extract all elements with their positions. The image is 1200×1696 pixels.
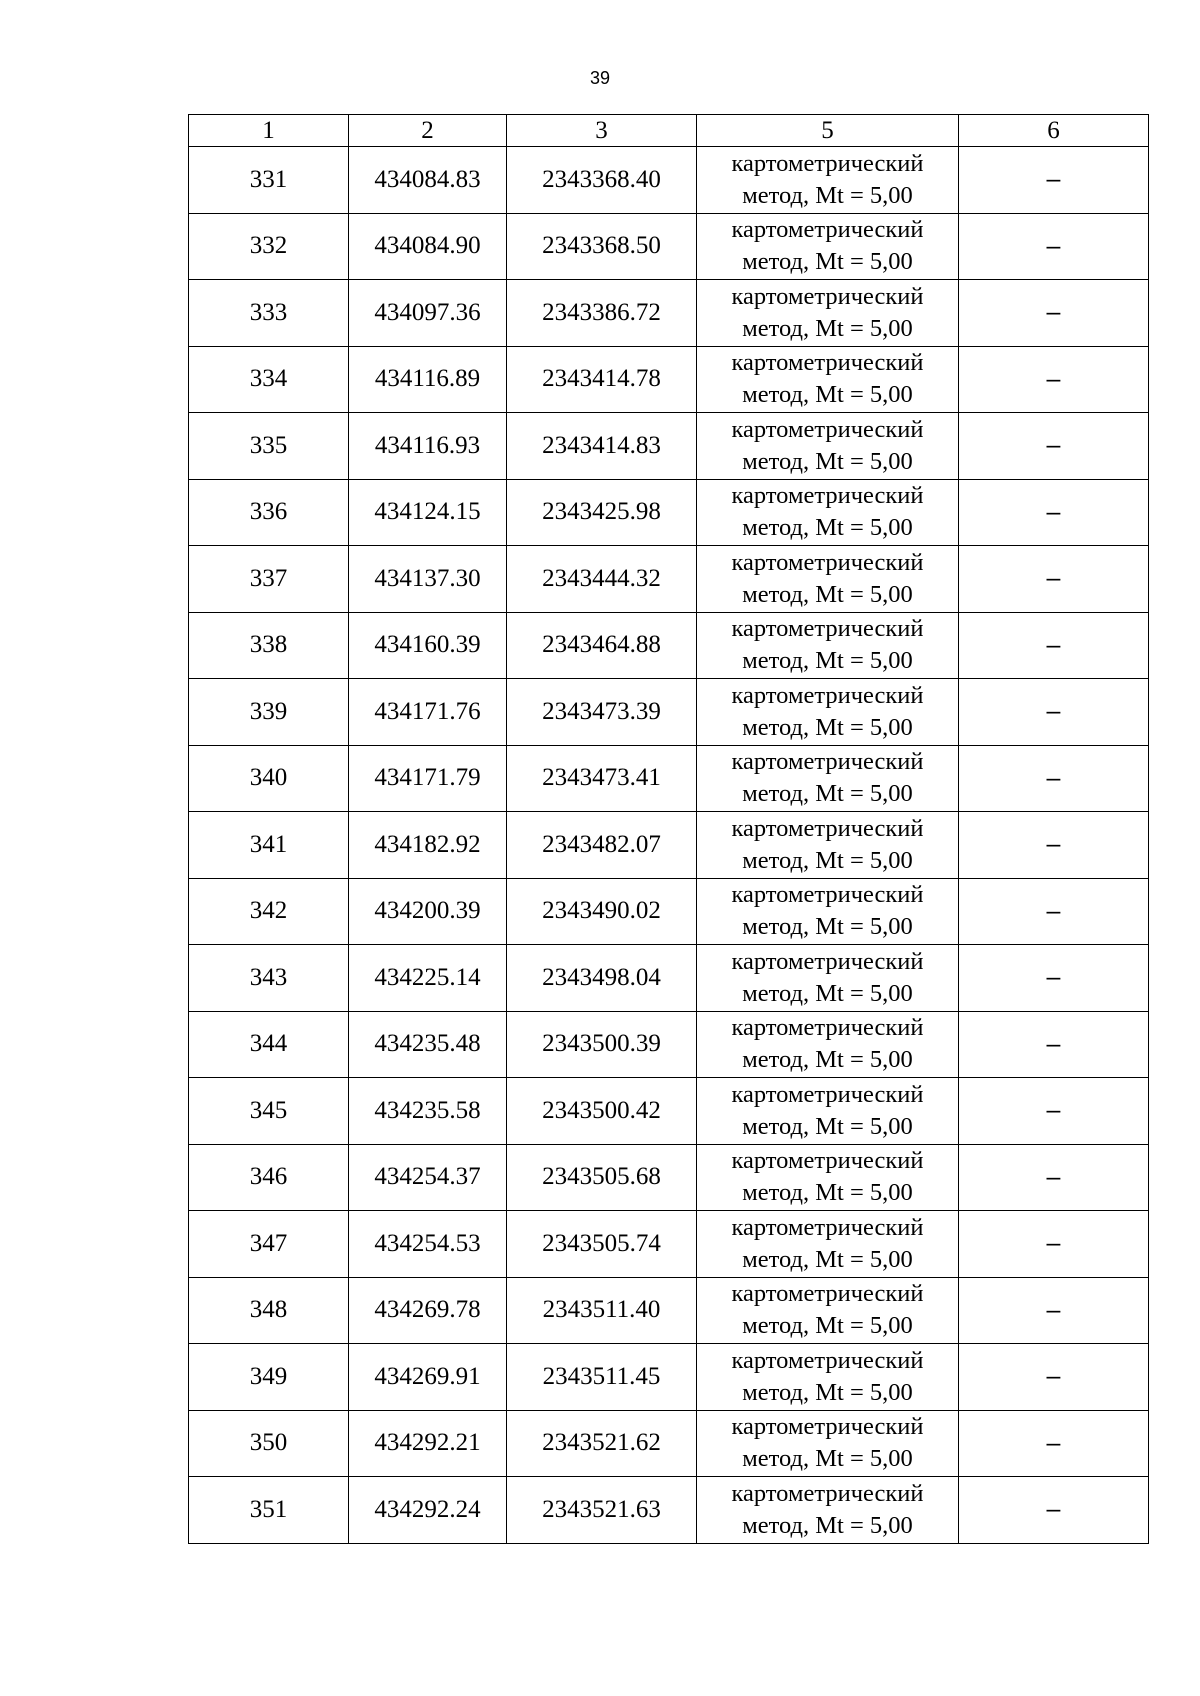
column-6-cell: – bbox=[959, 546, 1149, 613]
method-line-2: метод, Mt = 5,00 bbox=[742, 1378, 913, 1406]
column-6-cell: – bbox=[959, 1144, 1149, 1211]
method-cell bbox=[697, 878, 959, 945]
method-line-1: картометрический bbox=[731, 1213, 924, 1241]
column-6-cell: – bbox=[959, 1410, 1149, 1477]
column-6-cell: – bbox=[959, 1277, 1149, 1344]
table-row bbox=[189, 1211, 1149, 1278]
method-line-2: метод, Mt = 5,00 bbox=[742, 1046, 913, 1074]
column-6-cell: – bbox=[959, 812, 1149, 879]
table-row bbox=[189, 745, 1149, 812]
table-row bbox=[189, 479, 1149, 546]
method-cell bbox=[697, 1144, 959, 1211]
table-row bbox=[189, 1011, 1149, 1078]
table-row bbox=[189, 679, 1149, 746]
method-line-2: метод, Mt = 5,00 bbox=[742, 1112, 913, 1140]
method-cell bbox=[697, 1410, 959, 1477]
y-coordinate-cell: 2343425.98 bbox=[507, 479, 697, 546]
method-line-2: метод, Mt = 5,00 bbox=[742, 181, 913, 209]
y-coordinate-cell: 2343414.83 bbox=[507, 413, 697, 480]
method-cell bbox=[697, 1344, 959, 1411]
x-coordinate-cell: 434292.21 bbox=[349, 1410, 507, 1477]
y-coordinate-cell: 2343498.04 bbox=[507, 945, 697, 1012]
y-coordinate-cell: 2343473.39 bbox=[507, 679, 697, 746]
method-line-2: метод, Mt = 5,00 bbox=[742, 713, 913, 741]
method-cell bbox=[697, 745, 959, 812]
table-row bbox=[189, 1477, 1149, 1544]
method-line-1: картометрический bbox=[731, 1080, 924, 1108]
x-coordinate-cell: 434116.89 bbox=[349, 346, 507, 413]
x-coordinate-cell: 434254.53 bbox=[349, 1211, 507, 1278]
column-6-cell: – bbox=[959, 745, 1149, 812]
table-header bbox=[189, 115, 1149, 147]
column-6-cell: – bbox=[959, 1078, 1149, 1145]
method-line-2: метод, Mt = 5,00 bbox=[742, 979, 913, 1007]
header-cell-2: 2 bbox=[349, 115, 507, 147]
method-line-1: картометрический bbox=[731, 1014, 924, 1042]
point-number-cell: 345 bbox=[189, 1078, 349, 1145]
y-coordinate-cell: 2343505.68 bbox=[507, 1144, 697, 1211]
x-coordinate-cell: 434182.92 bbox=[349, 812, 507, 879]
x-coordinate-cell: 434269.91 bbox=[349, 1344, 507, 1411]
method-line-1: картометрический bbox=[731, 482, 924, 510]
method-cell bbox=[697, 1011, 959, 1078]
y-coordinate-cell: 2343473.41 bbox=[507, 745, 697, 812]
column-6-cell: – bbox=[959, 612, 1149, 679]
table-row bbox=[189, 812, 1149, 879]
table-body bbox=[189, 147, 1149, 1544]
method-line-1: картометрический bbox=[731, 415, 924, 443]
y-coordinate-cell: 2343505.74 bbox=[507, 1211, 697, 1278]
y-coordinate-cell: 2343414.78 bbox=[507, 346, 697, 413]
table-row bbox=[189, 346, 1149, 413]
method-line-2: метод, Mt = 5,00 bbox=[742, 1245, 913, 1273]
point-number-cell: 347 bbox=[189, 1211, 349, 1278]
column-6-cell: – bbox=[959, 1477, 1149, 1544]
method-cell bbox=[697, 213, 959, 280]
method-line-2: метод, Mt = 5,00 bbox=[742, 1312, 913, 1340]
method-line-2: метод, Mt = 5,00 bbox=[742, 1179, 913, 1207]
y-coordinate-cell: 2343444.32 bbox=[507, 546, 697, 613]
method-line-2: метод, Mt = 5,00 bbox=[742, 1445, 913, 1473]
table-row bbox=[189, 147, 1149, 214]
point-number-cell: 344 bbox=[189, 1011, 349, 1078]
method-line-2: метод, Mt = 5,00 bbox=[742, 381, 913, 409]
table-row bbox=[189, 213, 1149, 280]
point-number-cell: 337 bbox=[189, 546, 349, 613]
method-line-2: метод, Mt = 5,00 bbox=[742, 846, 913, 874]
method-line-1: картометрический bbox=[731, 814, 924, 842]
method-line-1: картометрический bbox=[731, 947, 924, 975]
table-row bbox=[189, 546, 1149, 613]
x-coordinate-cell: 434225.14 bbox=[349, 945, 507, 1012]
x-coordinate-cell: 434235.48 bbox=[349, 1011, 507, 1078]
method-line-1: картометрический bbox=[731, 349, 924, 377]
y-coordinate-cell: 2343500.39 bbox=[507, 1011, 697, 1078]
y-coordinate-cell: 2343521.63 bbox=[507, 1477, 697, 1544]
point-number-cell: 342 bbox=[189, 878, 349, 945]
method-cell bbox=[697, 1078, 959, 1145]
method-line-1: картометрический bbox=[731, 216, 924, 244]
x-coordinate-cell: 434269.78 bbox=[349, 1277, 507, 1344]
method-cell bbox=[697, 1211, 959, 1278]
header-cell-6: 6 bbox=[959, 115, 1149, 147]
method-cell bbox=[697, 280, 959, 347]
point-number-cell: 348 bbox=[189, 1277, 349, 1344]
method-line-1: картометрический bbox=[731, 681, 924, 709]
x-coordinate-cell: 434200.39 bbox=[349, 878, 507, 945]
point-number-cell: 334 bbox=[189, 346, 349, 413]
column-6-cell: – bbox=[959, 413, 1149, 480]
y-coordinate-cell: 2343511.40 bbox=[507, 1277, 697, 1344]
x-coordinate-cell: 434171.79 bbox=[349, 745, 507, 812]
column-6-cell: – bbox=[959, 1011, 1149, 1078]
method-line-1: картометрический bbox=[731, 881, 924, 909]
method-cell bbox=[697, 1477, 959, 1544]
table-row bbox=[189, 1344, 1149, 1411]
y-coordinate-cell: 2343482.07 bbox=[507, 812, 697, 879]
y-coordinate-cell: 2343490.02 bbox=[507, 878, 697, 945]
x-coordinate-cell: 434235.58 bbox=[349, 1078, 507, 1145]
method-line-1: картометрический bbox=[731, 548, 924, 576]
method-line-2: метод, Mt = 5,00 bbox=[742, 314, 913, 342]
column-6-cell: – bbox=[959, 280, 1149, 347]
point-number-cell: 333 bbox=[189, 280, 349, 347]
point-number-cell: 346 bbox=[189, 1144, 349, 1211]
method-cell bbox=[697, 945, 959, 1012]
page-number: 39 bbox=[589, 68, 611, 88]
point-number-cell: 349 bbox=[189, 1344, 349, 1411]
table-row bbox=[189, 1078, 1149, 1145]
point-number-cell: 341 bbox=[189, 812, 349, 879]
table-row bbox=[189, 878, 1149, 945]
table-row bbox=[189, 1277, 1149, 1344]
point-number-cell: 343 bbox=[189, 945, 349, 1012]
y-coordinate-cell: 2343386.72 bbox=[507, 280, 697, 347]
method-cell bbox=[697, 812, 959, 879]
table-row bbox=[189, 1144, 1149, 1211]
method-line-1: картометрический bbox=[731, 149, 924, 177]
method-line-2: метод, Mt = 5,00 bbox=[742, 647, 913, 675]
point-number-cell: 335 bbox=[189, 413, 349, 480]
method-line-1: картометрический bbox=[731, 748, 924, 776]
point-number-cell: 331 bbox=[189, 147, 349, 214]
table-row bbox=[189, 612, 1149, 679]
table-row bbox=[189, 1410, 1149, 1477]
method-line-2: метод, Mt = 5,00 bbox=[742, 580, 913, 608]
method-cell bbox=[697, 1277, 959, 1344]
column-6-cell: – bbox=[959, 346, 1149, 413]
column-6-cell: – bbox=[959, 1344, 1149, 1411]
column-6-cell: – bbox=[959, 213, 1149, 280]
method-line-2: метод, Mt = 5,00 bbox=[742, 248, 913, 276]
method-line-1: картометрический bbox=[731, 1479, 924, 1507]
table-row bbox=[189, 280, 1149, 347]
table-row bbox=[189, 413, 1149, 480]
point-number-cell: 338 bbox=[189, 612, 349, 679]
header-row bbox=[189, 115, 1149, 147]
y-coordinate-cell: 2343500.42 bbox=[507, 1078, 697, 1145]
method-cell bbox=[697, 147, 959, 214]
method-line-2: метод, Mt = 5,00 bbox=[742, 514, 913, 542]
method-line-1: картометрический bbox=[731, 1147, 924, 1175]
x-coordinate-cell: 434292.24 bbox=[349, 1477, 507, 1544]
y-coordinate-cell: 2343521.62 bbox=[507, 1410, 697, 1477]
method-line-2: метод, Mt = 5,00 bbox=[742, 1511, 913, 1539]
header-cell-3: 3 bbox=[507, 115, 697, 147]
method-cell bbox=[697, 679, 959, 746]
method-cell bbox=[697, 612, 959, 679]
method-cell bbox=[697, 346, 959, 413]
x-coordinate-cell: 434084.90 bbox=[349, 213, 507, 280]
column-6-cell: – bbox=[959, 878, 1149, 945]
point-number-cell: 340 bbox=[189, 745, 349, 812]
x-coordinate-cell: 434137.30 bbox=[349, 546, 507, 613]
method-line-1: картометрический bbox=[731, 615, 924, 643]
point-number-cell: 339 bbox=[189, 679, 349, 746]
y-coordinate-cell: 2343464.88 bbox=[507, 612, 697, 679]
method-cell bbox=[697, 546, 959, 613]
x-coordinate-cell: 434097.36 bbox=[349, 280, 507, 347]
point-number-cell: 336 bbox=[189, 479, 349, 546]
method-cell bbox=[697, 413, 959, 480]
method-line-1: картометрический bbox=[731, 1346, 924, 1374]
method-cell bbox=[697, 479, 959, 546]
x-coordinate-cell: 434160.39 bbox=[349, 612, 507, 679]
y-coordinate-cell: 2343368.50 bbox=[507, 213, 697, 280]
point-number-cell: 332 bbox=[189, 213, 349, 280]
point-number-cell: 351 bbox=[189, 1477, 349, 1544]
y-coordinate-cell: 2343511.45 bbox=[507, 1344, 697, 1411]
x-coordinate-cell: 434084.83 bbox=[349, 147, 507, 214]
column-6-cell: – bbox=[959, 479, 1149, 546]
method-line-2: метод, Mt = 5,00 bbox=[742, 780, 913, 808]
x-coordinate-cell: 434116.93 bbox=[349, 413, 507, 480]
coordinates-table bbox=[188, 114, 1149, 1544]
point-number-cell: 350 bbox=[189, 1410, 349, 1477]
method-line-1: картометрический bbox=[731, 282, 924, 310]
method-line-2: метод, Mt = 5,00 bbox=[742, 447, 913, 475]
table-row bbox=[189, 945, 1149, 1012]
header-cell-1: 1 bbox=[189, 115, 349, 147]
method-line-1: картометрический bbox=[731, 1280, 924, 1308]
y-coordinate-cell: 2343368.40 bbox=[507, 147, 697, 214]
x-coordinate-cell: 434171.76 bbox=[349, 679, 507, 746]
x-coordinate-cell: 434254.37 bbox=[349, 1144, 507, 1211]
x-coordinate-cell: 434124.15 bbox=[349, 479, 507, 546]
method-line-1: картометрический bbox=[731, 1413, 924, 1441]
column-6-cell: – bbox=[959, 945, 1149, 1012]
column-6-cell: – bbox=[959, 1211, 1149, 1278]
method-line-2: метод, Mt = 5,00 bbox=[742, 913, 913, 941]
column-6-cell: – bbox=[959, 679, 1149, 746]
column-6-cell: – bbox=[959, 147, 1149, 214]
header-cell-5: 5 bbox=[697, 115, 959, 147]
